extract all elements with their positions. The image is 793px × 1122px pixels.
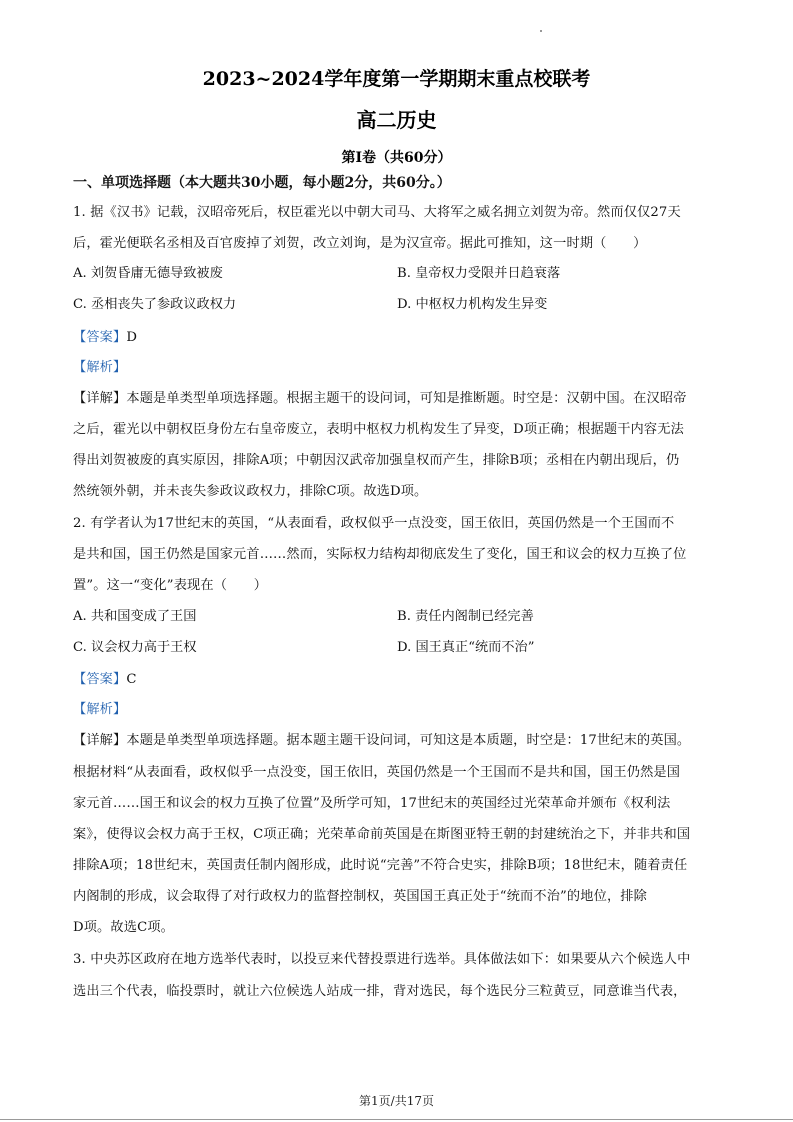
q3-stem-line-1: 3. 中央苏区政府在地方选举代表时，以投豆来代替投票进行选举。具体做法如下：如果要从六个候选人中: [73, 952, 691, 967]
subject-title: 高二历史: [356, 108, 437, 132]
answer-value: C: [126, 672, 137, 687]
exam-title: 2023~2024学年度第一学期期末重点校联考: [202, 68, 591, 90]
q1-answer: [73, 326, 721, 345]
q2-stem-line-2: 是共和国，国王仍然是国家元首……然而，实际权力结构却彻底发生了变化，国王和议会的权力互换了位: [73, 547, 687, 562]
page-number: 第1页/共17页: [359, 1094, 434, 1108]
section-heading: 一、单项选择题（本大题共30小题，每小题2分，共60分。）: [73, 175, 451, 191]
q3-stem-line-2: 选出三个代表，临投票时，就让六位候选人站成一排，背对选民，每个选民分三粒黄豆，同意谁当代表，: [73, 984, 687, 999]
q2-detail-line-5: 排除A项；18世纪末，英国责任制内阁形成，此时说“完善”不符合史实，排除B项；18世纪末，随着责任: [73, 858, 688, 873]
q2-detail-line-1: [73, 729, 721, 748]
q2-detail-line-4: 案》，使得议会权力高于王权，C项正确；光荣革命前英国是在斯图亚特王朝的封建统治之下，并非共和国: [73, 827, 691, 842]
answer-tag: 【答案】: [73, 672, 127, 687]
q1-detail-line-1: [73, 387, 721, 406]
q2-detail-line-6: 内阁制的形成，议会取得了对行政权力的监督控制权，英国国王真正处于“统而不治”的地位，排除: [73, 889, 647, 904]
q1-option-d: D. 中枢权力机构发生异变: [397, 297, 548, 312]
q1-option-c: C. 丞相丧失了参政议政权力: [73, 297, 237, 312]
q2-option-d: D. 国王真正“统而不治”: [397, 640, 535, 655]
q1-detail-line-2: 之后，霍光以中朝权臣身份左右皇帝废立，表明中枢权力机构发生了异变，D项正确；根据题干内容无法: [73, 422, 684, 437]
answer-tag: 【答案】: [73, 330, 127, 345]
decorative-dot: [540, 30, 542, 32]
answer-value: D: [126, 330, 138, 345]
q2-option-a: A. 共和国变成了王国: [73, 609, 197, 624]
q1-stem-line-2: 后，霍光便联名丞相及百官废掉了刘贺，改立刘询，是为汉宣帝。据此可推知，这一时期（ ）: [73, 236, 647, 251]
q1-analysis-tag: 【解析】: [73, 360, 127, 375]
volume-title: 第Ⅰ卷（共60分）: [341, 150, 452, 166]
q2-detail-line-3: 家元首……国王和议会的权力互换了位置”及所学可知，17世纪末的英国经过光荣革命并颁布《权利法: [73, 796, 671, 811]
q2-analysis-tag: 【解析】: [73, 702, 127, 717]
q2-detail-line-7: D项。故选C项。: [73, 920, 174, 935]
detail-tag: 【详解】: [73, 391, 127, 406]
q1-detail-line-3: 得出刘贺被废的真实原因，排除A项；中朝因汉武帝加强皇权而产生，排除B项；丞相在内朝出现后，仍: [73, 453, 680, 468]
q2-stem-line-3: 置”。这一“变化”表现在（ ）: [73, 578, 268, 593]
detail-text: 本题是单类型单项选择题。根据主题干的设问词，可知是推断题。时空是：汉朝中国。在汉昭帝: [126, 391, 687, 406]
detail-tag: 【详解】: [73, 733, 127, 748]
detail-text: 本题是单类型单项选择题。据本题主题干设问词，可知这是本质题，时空是：17世纪末的英国。: [126, 733, 691, 748]
q2-stem-line-1: 2. 有学者认为17世纪末的英国，“从表面看，政权似乎一点没变，国王依旧，英国仍然是一个王国而不: [73, 516, 675, 531]
q1-detail-line-4: 然统领外朝，并未丧失参政议政权力，排除C项。故选D项。: [73, 484, 428, 499]
bottom-divider: [0, 1119, 793, 1120]
q1-option-b: B. 皇帝权力受限并日趋衰落: [397, 266, 561, 281]
q1-option-a: A. 刘贺昏庸无德导致被废: [73, 266, 223, 281]
q2-detail-line-2: 根据材料“从表面看，政权似乎一点没变，国王依旧，英国仍然是一个王国而不是共和国，国王仍然是国: [73, 765, 681, 780]
q1-stem-line-1: 1. 据《汉书》记载，汉昭帝死后，权臣霍光以中朝大司马、大将军之威名拥立刘贺为帝。然而仅仅27天: [73, 205, 681, 220]
q2-option-c: C. 议会权力高于王权: [73, 640, 197, 655]
q2-answer: [73, 668, 721, 687]
q2-option-b: B. 责任内阁制已经完善: [397, 609, 534, 624]
